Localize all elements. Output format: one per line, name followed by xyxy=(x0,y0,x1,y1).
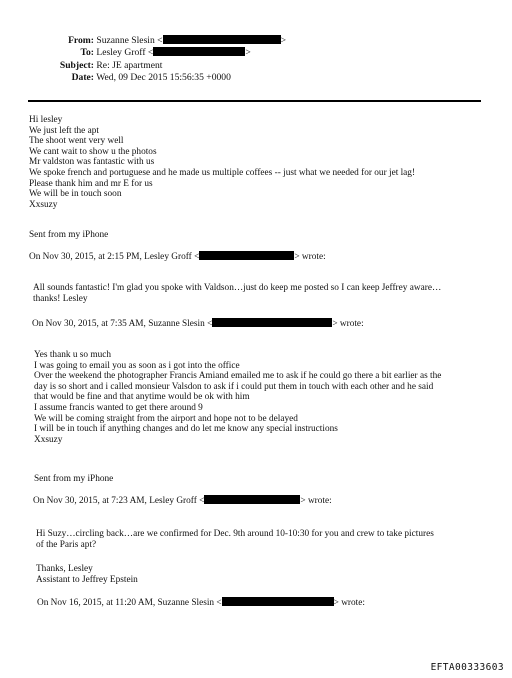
to-tail: > xyxy=(245,47,251,58)
subject-row xyxy=(40,60,162,71)
quote-header-2 xyxy=(32,318,364,330)
quote-header-text: On Nov 16, 2015, at 11:20 AM, Suzanne Slesin < xyxy=(37,598,222,608)
message-line: The shoot went very well xyxy=(29,136,124,147)
message-line: We cant wait to show u the photos xyxy=(29,146,157,157)
date-value: Wed, 09 Dec 2015 15:56:35 +0000 xyxy=(96,72,231,83)
quote-header-tail: > wrote: xyxy=(332,319,364,329)
message-line: We spoke french and portuguese and he made us multiple coffees -- just what we needed for our jet lag! xyxy=(29,167,416,178)
message-line: We just left the apt xyxy=(29,125,99,136)
to-label: To: xyxy=(80,47,94,58)
message-line: I assume francis wanted to get there around 9 xyxy=(34,402,203,413)
subject-value: Re: JE apartment xyxy=(96,60,163,71)
message-line: of the Paris apt? xyxy=(36,539,97,550)
from-tail: > xyxy=(280,35,286,46)
message-line: Yes thank u so much xyxy=(34,350,112,360)
message-line: that would be fine and that anytime would be ok with him xyxy=(34,392,250,403)
from-row xyxy=(40,35,286,46)
message-3 xyxy=(34,350,441,445)
quote-header-text: On Nov 30, 2015, at 7:23 AM, Lesley Groff < xyxy=(33,496,205,506)
quote-header-3 xyxy=(33,495,332,507)
quote-header-tail: > wrote: xyxy=(333,598,365,608)
message-line: Xxsuzy xyxy=(29,199,58,210)
subject-label: Subject: xyxy=(59,60,94,71)
signature xyxy=(36,564,138,585)
date-row xyxy=(40,72,231,83)
sent-from-line: Sent from my iPhone xyxy=(34,474,114,484)
sent-from-line: Sent from my iPhone xyxy=(29,230,109,240)
to-value: Lesley Groff < xyxy=(96,47,154,58)
message-line: Please thank him and mr E for us xyxy=(29,178,153,189)
message-line: Xxsuzy xyxy=(34,434,63,445)
quote-header-text: On Nov 30, 2015, at 7:35 AM, Suzanne Slesin < xyxy=(32,319,213,329)
message-line: We will be in touch soon xyxy=(29,189,122,200)
message-line: Hi Suzy…circling back…are we confirmed for Dec. 9th around 10-10:30 for you and crew to take pictures xyxy=(36,529,434,539)
from-value: Suzanne Slesin < xyxy=(96,35,163,46)
quote-header-text: On Nov 30, 2015, at 2:15 PM, Lesley Groff < xyxy=(29,252,200,262)
signature-line: Thanks, Lesley xyxy=(36,564,93,574)
document-id: EFTA00333603 xyxy=(430,662,504,673)
signature-line: Assistant to Jeffrey Epstein xyxy=(36,574,138,585)
quote-header-1 xyxy=(29,251,326,263)
redaction-bar xyxy=(222,597,334,606)
message-4 xyxy=(36,529,434,550)
message-line: Mr valdston was fantastic with us xyxy=(29,157,155,168)
redaction-bar xyxy=(153,47,245,56)
message-line: Over the weekend the photographer Francis Amiand emailed me to ask if he could go there a bit earlier as the xyxy=(34,371,442,382)
date-label: Date: xyxy=(71,72,94,83)
redaction-bar xyxy=(163,35,281,44)
message-1 xyxy=(29,115,415,210)
message-line: Hi lesley xyxy=(29,115,63,125)
redaction-bar xyxy=(212,318,332,327)
quote-header-tail: > wrote: xyxy=(294,252,326,262)
message-line: All sounds fantastic! I'm glad you spoke with Valdson…just do keep me posted so I can keep Jeffrey aware… xyxy=(33,283,442,293)
from-label: From: xyxy=(68,35,94,46)
message-line: I will be in touch if anything changes and do let me know any special instructions xyxy=(34,424,338,435)
redaction-bar xyxy=(204,495,300,504)
quote-header-4 xyxy=(37,597,365,609)
quote-header-tail: > wrote: xyxy=(300,496,332,506)
message-line: day is so short and i called monsieur Valsdon to ask if i could put them in touch with each other and he said xyxy=(34,381,434,392)
redaction-bar xyxy=(199,251,294,260)
message-line: I was going to email you as soon as i got into the office xyxy=(34,360,240,371)
to-row xyxy=(40,47,251,58)
message-line: thanks! Lesley xyxy=(33,293,88,304)
header-divider xyxy=(28,100,481,102)
message-line: We will be coming straight from the airport and hope not to be delayed xyxy=(34,413,298,424)
message-2 xyxy=(33,283,441,304)
